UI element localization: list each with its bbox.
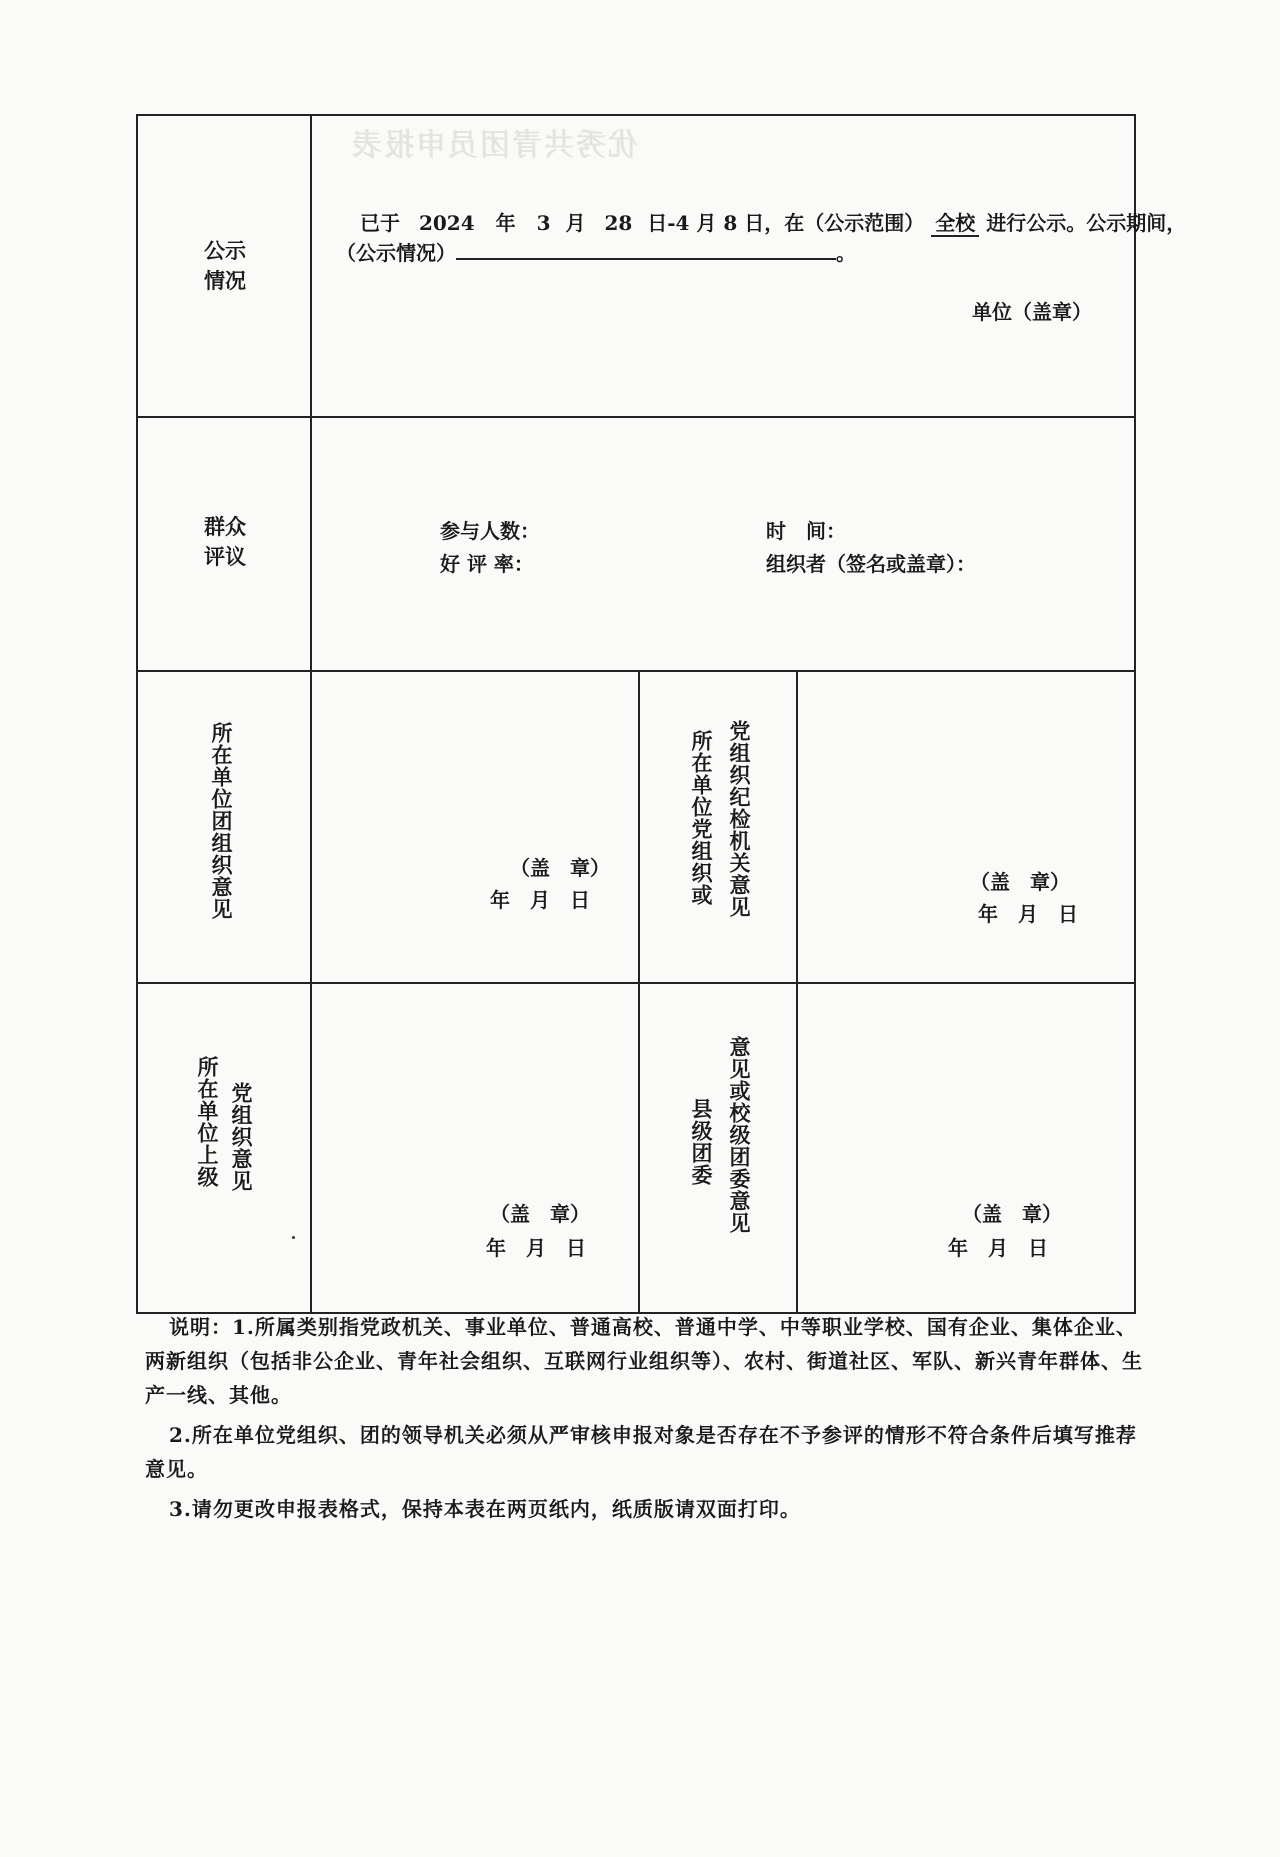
row-divider	[136, 416, 1136, 418]
note-2: 2.所在单位党组织、团的领导机关必须从严审核申报对象是否存在不予参评的情形不符合条件后填写推荐意见。	[145, 1423, 1137, 1481]
superior-party-label-col2: 所在单位上级	[195, 1056, 220, 1188]
publicity-seal-label: 单位（盖章）	[972, 300, 1092, 324]
row-divider	[136, 982, 1136, 984]
county-league-label-col2: 县级团委	[689, 1098, 714, 1186]
party-opinion-label-col1: 党组织纪检机关意见	[727, 720, 752, 918]
league-opinion-label: 所在单位团组织意见	[209, 722, 234, 920]
notes-section	[145, 1310, 1155, 1532]
row-divider	[136, 670, 1136, 672]
league-opinion-seal: （盖 章）	[510, 856, 610, 880]
league-opinion-date: 年 月 日	[490, 888, 590, 912]
party-opinion-seal: （盖 章）	[970, 870, 1070, 894]
column-divider	[638, 670, 640, 1314]
publicity-line-2: （公示情况） 。	[336, 241, 856, 265]
bleed-through-text: 优秀共青团员申报表	[350, 128, 638, 163]
rating-label: 好 评 率：	[440, 552, 534, 576]
publicity-label: 公示 情况	[204, 238, 246, 293]
participants-label: 参与人数：	[440, 519, 540, 543]
publicity-scope: 全校	[931, 211, 979, 237]
party-opinion-label-col2: 所在单位党组织或	[689, 730, 714, 906]
column-divider	[796, 670, 798, 1314]
county-league-label-col1: 意见或校级团委意见	[727, 1036, 752, 1234]
note-3: 3.请勿更改申报表格式，保持本表在两页纸内，纸质版请双面打印。	[169, 1497, 801, 1521]
superior-party-seal: （盖 章）	[490, 1202, 590, 1226]
stray-mark	[292, 1236, 295, 1239]
form-table	[136, 114, 1136, 1314]
organizer-label: 组织者（签名或盖章）：	[766, 552, 976, 576]
publicity-situation-blank	[456, 240, 836, 260]
party-opinion-date: 年 月 日	[978, 902, 1078, 926]
superior-party-label-col1: 党组织意见	[229, 1082, 254, 1192]
county-league-date: 年 月 日	[948, 1236, 1048, 1260]
publicity-line-1: 已于 2024 年 3 月 28 日-4 月 8 日，在（公示范围） 全校 进行公示。公示期间，	[360, 211, 1187, 235]
label-column-divider	[310, 114, 312, 1314]
county-league-seal: （盖 章）	[962, 1202, 1062, 1226]
mass-review-label: 群众 评议	[204, 514, 246, 569]
note-1: 说明：1.所属类别指党政机关、事业单位、普通高校、普通中学、中等职业学校、国有企业、集体企业、两新组织（包括非公企业、青年社会组织、互联网行业组织等）、农村、街道社区、军队、新兴青年群体、生产一线、其他。	[145, 1315, 1143, 1407]
superior-party-date: 年 月 日	[486, 1236, 586, 1260]
time-label: 时 间：	[766, 519, 846, 543]
